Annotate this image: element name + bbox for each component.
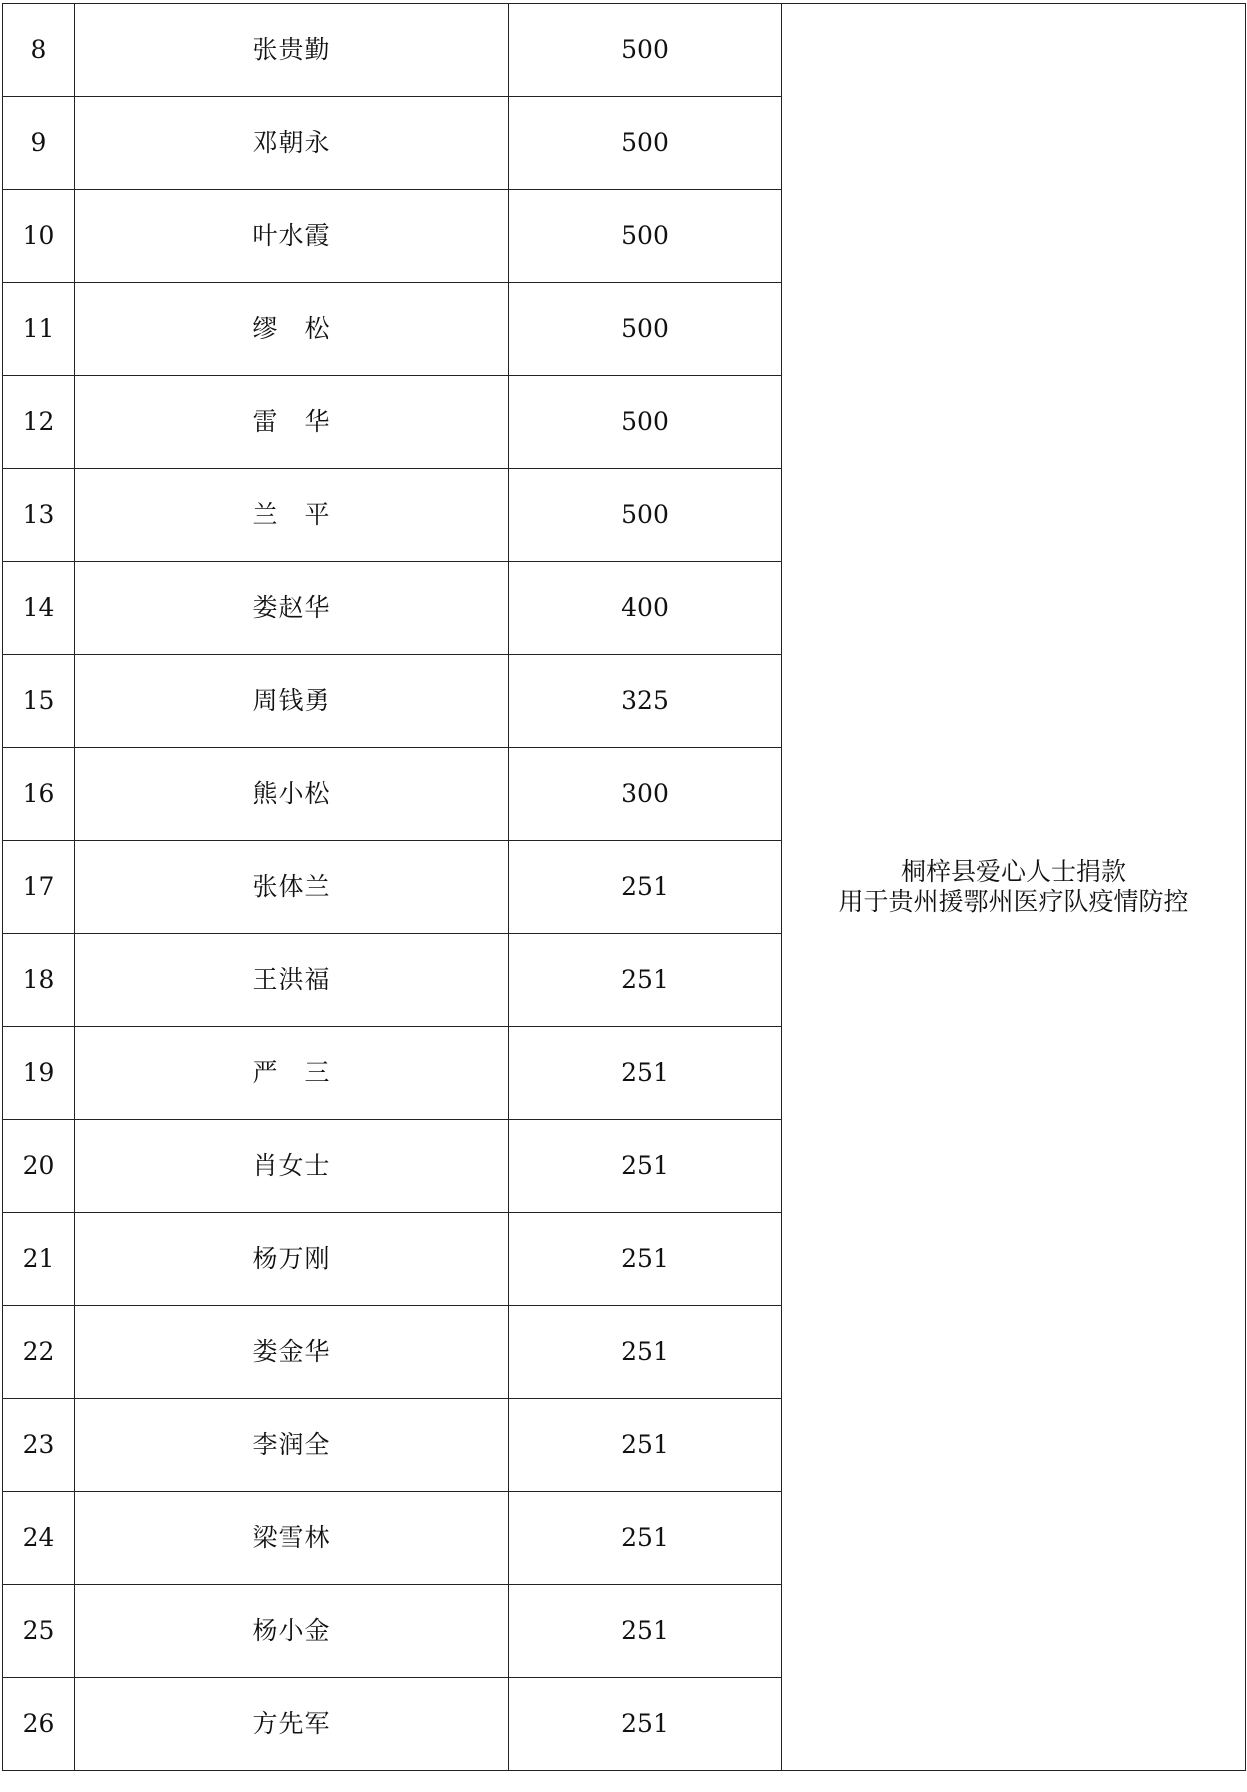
row-number-cell: 18 — [3, 934, 75, 1027]
donor-name-cell: 娄赵华 — [75, 562, 509, 655]
donation-amount-cell: 500 — [509, 190, 782, 283]
remark-line-1: 桐梓县爱心人士捐款 — [900, 857, 1126, 886]
donation-amount-cell: 251 — [509, 1399, 782, 1492]
donation-amount-cell: 500 — [509, 4, 782, 97]
donor-name-cell: 张体兰 — [75, 841, 509, 934]
donation-amount-cell: 251 — [509, 1306, 782, 1399]
row-number-cell: 20 — [3, 1120, 75, 1213]
donor-name-cell: 杨小金 — [75, 1585, 509, 1678]
row-number-cell: 9 — [3, 97, 75, 190]
row-number-cell: 8 — [3, 4, 75, 97]
donation-amount-cell: 325 — [509, 655, 782, 748]
row-number-cell: 14 — [3, 562, 75, 655]
donation-amount-cell: 251 — [509, 1585, 782, 1678]
row-number-cell: 10 — [3, 190, 75, 283]
donation-table-body — [3, 4, 1246, 1771]
row-number-cell: 24 — [3, 1492, 75, 1585]
donation-amount-cell: 251 — [509, 1492, 782, 1585]
donor-name-cell: 叶水霞 — [75, 190, 509, 283]
row-number-cell: 15 — [3, 655, 75, 748]
donation-amount-cell: 251 — [509, 1120, 782, 1213]
donation-amount-cell: 300 — [509, 748, 782, 841]
donation-table — [2, 3, 1246, 1771]
donation-amount-cell: 251 — [509, 1213, 782, 1306]
donor-name-cell: 周钱勇 — [75, 655, 509, 748]
donation-amount-cell: 500 — [509, 376, 782, 469]
donor-name-cell: 张贵勤 — [75, 4, 509, 97]
row-number-cell: 19 — [3, 1027, 75, 1120]
row-number-cell: 21 — [3, 1213, 75, 1306]
donor-name-cell: 兰 平 — [75, 469, 509, 562]
donation-amount-cell: 251 — [509, 1027, 782, 1120]
donation-amount-cell: 251 — [509, 841, 782, 934]
donation-amount-cell: 500 — [509, 97, 782, 190]
remark-cell — [782, 4, 1246, 1771]
donor-name-cell: 方先军 — [75, 1678, 509, 1771]
donor-name-cell: 严 三 — [75, 1027, 509, 1120]
donation-amount-cell: 251 — [509, 934, 782, 1027]
donation-amount-cell: 500 — [509, 283, 782, 376]
donor-name-cell: 王洪福 — [75, 934, 509, 1027]
row-number-cell: 16 — [3, 748, 75, 841]
donor-name-cell: 缪 松 — [75, 283, 509, 376]
donor-name-cell: 李润全 — [75, 1399, 509, 1492]
donor-name-cell: 邓朝永 — [75, 97, 509, 190]
row-number-cell: 13 — [3, 469, 75, 562]
donation-amount-cell: 251 — [509, 1678, 782, 1771]
donor-name-cell: 熊小松 — [75, 748, 509, 841]
row-number-cell: 22 — [3, 1306, 75, 1399]
row-number-cell: 11 — [3, 283, 75, 376]
donor-name-cell: 杨万刚 — [75, 1213, 509, 1306]
donor-name-cell: 肖女士 — [75, 1120, 509, 1213]
row-number-cell: 26 — [3, 1678, 75, 1771]
donation-amount-cell: 400 — [509, 562, 782, 655]
row-number-cell: 25 — [3, 1585, 75, 1678]
donor-name-cell: 娄金华 — [75, 1306, 509, 1399]
remark-line-2: 用于贵州援鄂州医疗队疫情防控 — [838, 887, 1189, 916]
row-number-cell: 23 — [3, 1399, 75, 1492]
donor-name-cell: 雷 华 — [75, 376, 509, 469]
donor-name-cell: 梁雪林 — [75, 1492, 509, 1585]
row-number-cell: 17 — [3, 841, 75, 934]
document-page — [2, 3, 1245, 1771]
donation-amount-cell: 500 — [509, 469, 782, 562]
table-row — [3, 4, 1246, 97]
row-number-cell: 12 — [3, 376, 75, 469]
